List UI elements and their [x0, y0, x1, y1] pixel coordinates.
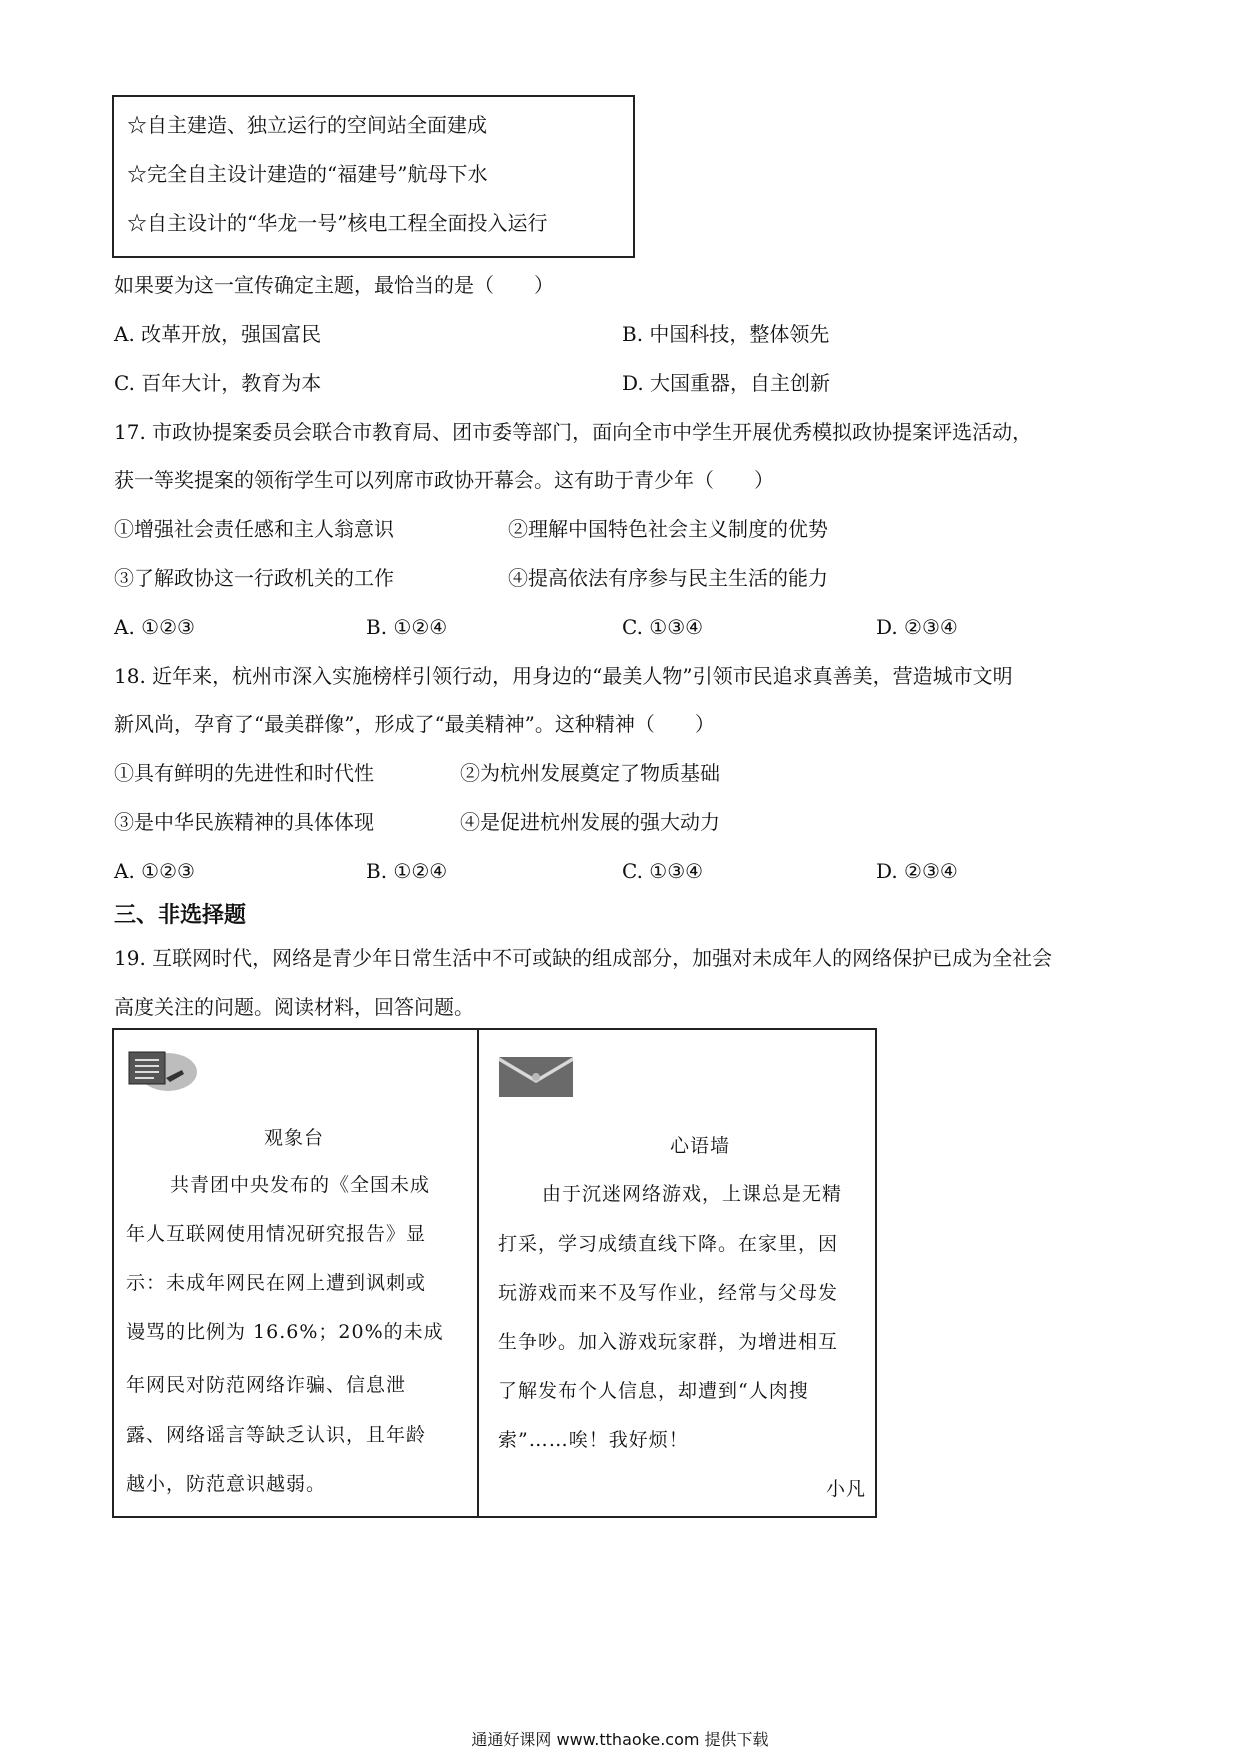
right-cell-line-2: 打采，学习成绩直线下降。在家里，因	[498, 1233, 839, 1255]
slogan-line-1: ☆自主建造、独立运行的空间站全面建成	[127, 113, 487, 137]
q18-option-b[interactable]: B. ①②④	[366, 859, 448, 883]
left-cell-line-3: 示：未成年网民在网上遭到讽刺或	[126, 1272, 427, 1294]
section-heading: 三、非选择题	[114, 903, 247, 928]
right-cell-line-1: 由于沉迷网络游戏，上课总是无精	[542, 1183, 843, 1205]
q18-statement-3: ③是中华民族精神的具体体现	[114, 810, 374, 834]
left-cell-line-7: 越小，防范意识越弱。	[126, 1473, 327, 1495]
q17-option-d[interactable]: D. ②③④	[876, 615, 958, 639]
left-cell-line-4: 谩骂的比例为 16.6%；20%的未成	[126, 1321, 444, 1343]
q17-option-b[interactable]: B. ①②④	[366, 615, 448, 639]
right-cell-line-5: 了解发布个人信息，却遭到“人肉搜	[498, 1380, 809, 1402]
left-cell-line-2: 年人互联网使用情况研究报告》显	[126, 1223, 427, 1245]
footer-text: 通通好课网 www.tthaoke.com 提供下载	[471, 1730, 769, 1749]
q17-option-c[interactable]: C. ①③④	[622, 615, 704, 639]
right-cell-signature: 小凡	[826, 1478, 867, 1500]
envelope-icon	[497, 1055, 575, 1099]
document-icon	[126, 1044, 198, 1094]
q18-option-a[interactable]: A. ①②③	[114, 859, 195, 883]
q18-statement-4: ④是促进杭州发展的强大动力	[460, 810, 720, 834]
slogan-box	[112, 95, 635, 258]
q16-option-a[interactable]: A. 改革开放，强国富民	[114, 322, 322, 346]
left-cell-line-6: 露、网络谣言等缺乏认识，且年龄	[126, 1424, 427, 1446]
q18-option-c[interactable]: C. ①③④	[622, 859, 704, 883]
table-divider	[477, 1030, 479, 1516]
q16-stem: 如果要为这一宣传确定主题，最恰当的是（ ）	[114, 273, 554, 297]
q17-statement-2: ②理解中国特色社会主义制度的优势	[508, 517, 828, 541]
left-cell-line-5: 年网民对防范网络诈骗、信息泄	[126, 1374, 407, 1396]
q18-stem-line-1: 18. 近年来，杭州市深入实施榜样引领行动，用身边的“最美人物”引领市民追求真善美，营造城市文明	[114, 664, 1013, 688]
material-table	[112, 1028, 877, 1518]
q17-statement-1: ①增强社会责任感和主人翁意识	[114, 517, 394, 541]
slogan-line-2: ☆完全自主设计建造的“福建号”航母下水	[127, 162, 488, 186]
q17-statement-4: ④提高依法有序参与民主生活的能力	[508, 566, 828, 590]
q19-stem-line-1: 19. 互联网时代，网络是青少年日常生活中不可或缺的组成部分，加强对未成年人的网络保护已成为全社会	[114, 946, 1053, 970]
right-cell-line-4: 生争吵。加入游戏玩家群，为增进相互	[498, 1331, 839, 1353]
q16-option-c[interactable]: C. 百年大计，教育为本	[114, 371, 322, 395]
left-cell-line-1: 共青团中央发布的《全国未成	[170, 1174, 431, 1196]
right-cell-line-3: 玩游戏而来不及写作业，经常与父母发	[498, 1282, 839, 1304]
q17-stem-line-1: 17. 市政协提案委员会联合市教育局、团市委等部门，面向全市中学生开展优秀模拟政协提案评选活动，	[114, 420, 1033, 444]
q16-option-d[interactable]: D. 大国重器，自主创新	[622, 371, 831, 395]
right-cell-line-6: 索”……唉！我好烦！	[498, 1429, 689, 1451]
slogan-line-3: ☆自主设计的“华龙一号”核电工程全面投入运行	[127, 211, 548, 235]
q18-statement-1: ①具有鲜明的先进性和时代性	[114, 761, 374, 785]
q18-statement-2: ②为杭州发展奠定了物质基础	[460, 761, 720, 785]
q19-stem-line-2: 高度关注的问题。阅读材料，回答问题。	[114, 995, 474, 1019]
q17-option-a[interactable]: A. ①②③	[114, 615, 195, 639]
q18-option-d[interactable]: D. ②③④	[876, 859, 958, 883]
q17-statement-3: ③了解政协这一行政机关的工作	[114, 566, 394, 590]
right-cell-title: 心语墙	[670, 1135, 731, 1157]
left-cell-title: 观象台	[264, 1127, 325, 1149]
q16-option-b[interactable]: B. 中国科技，整体领先	[622, 322, 830, 346]
q18-stem-line-2: 新风尚，孕育了“最美群像”，形成了“最美精神”。这种精神（ ）	[114, 712, 715, 736]
q17-stem-line-2: 获一等奖提案的领衔学生可以列席市政协开幕会。这有助于青少年（ ）	[114, 468, 774, 492]
